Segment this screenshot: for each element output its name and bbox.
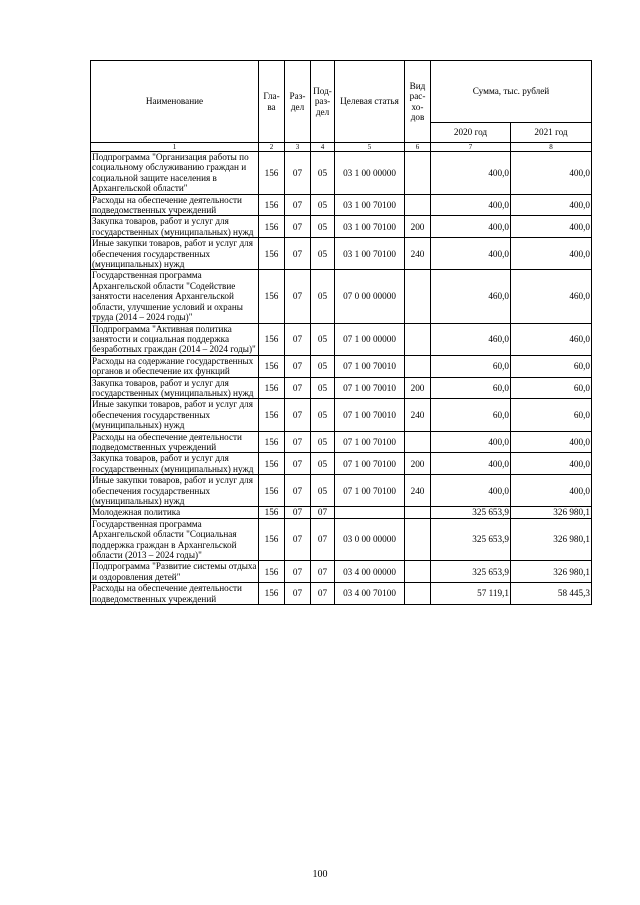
cell-target: 07 1 00 00000 xyxy=(335,323,405,355)
table-row xyxy=(91,270,592,323)
cell-glava: 156 xyxy=(259,475,285,507)
cell-2021: 400,0 xyxy=(511,194,592,216)
cell-glava: 156 xyxy=(259,323,285,355)
table-row xyxy=(91,355,592,377)
cell-name: Подпрограмма "Развитие системы отдыха и оздоровления детей" xyxy=(91,561,259,583)
table-row xyxy=(91,238,592,270)
cell-2021: 400,0 xyxy=(511,216,592,238)
table-row xyxy=(91,431,592,453)
cell-2021: 60,0 xyxy=(511,377,592,399)
cell-podrazdel: 05 xyxy=(311,399,335,431)
cell-name: Закупка товаров, работ и услуг для государственных (муниципальных) нужд xyxy=(91,453,259,475)
col-number: 2 xyxy=(259,143,285,152)
cell-2021: 400,0 xyxy=(511,475,592,507)
table-row xyxy=(91,194,592,216)
cell-razdel: 07 xyxy=(285,355,311,377)
cell-name: Закупка товаров, работ и услуг для государственных (муниципальных) нужд xyxy=(91,377,259,399)
cell-podrazdel: 05 xyxy=(311,194,335,216)
cell-2021: 400,0 xyxy=(511,453,592,475)
cell-vid xyxy=(405,507,431,518)
cell-target: 03 1 00 70100 xyxy=(335,238,405,270)
cell-target: 07 1 00 70100 xyxy=(335,475,405,507)
cell-podrazdel: 05 xyxy=(311,377,335,399)
cell-2020: 325 653,9 xyxy=(431,507,511,518)
cell-vid xyxy=(405,323,431,355)
cell-razdel: 07 xyxy=(285,583,311,605)
cell-vid: 240 xyxy=(405,399,431,431)
cell-name: Расходы на обеспечение деятельности подведомственных учреждений xyxy=(91,194,259,216)
cell-podrazdel: 05 xyxy=(311,238,335,270)
cell-glava: 156 xyxy=(259,431,285,453)
cell-vid: 200 xyxy=(405,377,431,399)
cell-podrazdel: 05 xyxy=(311,453,335,475)
cell-2021: 60,0 xyxy=(511,355,592,377)
cell-2021: 326 980,1 xyxy=(511,561,592,583)
header-vid: Вид рас-хо-дов xyxy=(405,61,431,143)
cell-glava: 156 xyxy=(259,518,285,561)
cell-podrazdel: 05 xyxy=(311,152,335,195)
cell-razdel: 07 xyxy=(285,216,311,238)
cell-name: Подпрограмма "Организация работы по социальному обслуживанию граждан и социальной защите населения в Архангельской области" xyxy=(91,152,259,195)
col-number: 5 xyxy=(335,143,405,152)
cell-2020: 400,0 xyxy=(431,453,511,475)
cell-2020: 57 119,1 xyxy=(431,583,511,605)
col-number: 8 xyxy=(511,143,592,152)
cell-glava: 156 xyxy=(259,583,285,605)
cell-glava: 156 xyxy=(259,238,285,270)
cell-name: Подпрограмма "Активная политика занятости и социальная поддержка безработных граждан (2014 – 2024 годы)" xyxy=(91,323,259,355)
cell-vid xyxy=(405,561,431,583)
cell-2021: 326 980,1 xyxy=(511,507,592,518)
cell-razdel: 07 xyxy=(285,323,311,355)
cell-target: 03 4 00 00000 xyxy=(335,561,405,583)
table-row xyxy=(91,377,592,399)
cell-razdel: 07 xyxy=(285,431,311,453)
table-body xyxy=(91,152,592,605)
cell-name: Иные закупки товаров, работ и услуг для обеспечения государственных (муниципальных) нужд xyxy=(91,475,259,507)
cell-razdel: 07 xyxy=(285,377,311,399)
cell-name: Закупка товаров, работ и услуг для государственных (муниципальных) нужд xyxy=(91,216,259,238)
col-number: 6 xyxy=(405,143,431,152)
budget-table xyxy=(90,60,592,605)
table-row xyxy=(91,323,592,355)
cell-2020: 325 653,9 xyxy=(431,518,511,561)
cell-glava: 156 xyxy=(259,561,285,583)
table-row xyxy=(91,518,592,561)
cell-name: Иные закупки товаров, работ и услуг для обеспечения государственных (муниципальных) нужд xyxy=(91,399,259,431)
header-name: Наименование xyxy=(91,61,259,143)
cell-2021: 60,0 xyxy=(511,399,592,431)
cell-name: Расходы на обеспечение деятельности подведомственных учреждений xyxy=(91,431,259,453)
cell-razdel: 07 xyxy=(285,399,311,431)
cell-vid xyxy=(405,431,431,453)
table-row xyxy=(91,399,592,431)
cell-target xyxy=(335,507,405,518)
cell-podrazdel: 07 xyxy=(311,518,335,561)
header-podrazdel: Под-раз-дел xyxy=(311,61,335,143)
cell-razdel: 07 xyxy=(285,475,311,507)
cell-podrazdel: 07 xyxy=(311,507,335,518)
cell-razdel: 07 xyxy=(285,238,311,270)
cell-target: 07 0 00 00000 xyxy=(335,270,405,323)
cell-razdel: 07 xyxy=(285,561,311,583)
cell-2021: 400,0 xyxy=(511,152,592,195)
cell-glava: 156 xyxy=(259,399,285,431)
cell-glava: 156 xyxy=(259,507,285,518)
cell-razdel: 07 xyxy=(285,453,311,475)
header-sum: Сумма, тыс. рублей xyxy=(431,61,592,123)
table-row xyxy=(91,507,592,518)
cell-podrazdel: 07 xyxy=(311,583,335,605)
cell-target: 03 0 00 00000 xyxy=(335,518,405,561)
header-year-2021: 2021 год xyxy=(511,123,592,143)
cell-vid xyxy=(405,270,431,323)
cell-target: 03 1 00 00000 xyxy=(335,152,405,195)
col-number: 1 xyxy=(91,143,259,152)
cell-vid xyxy=(405,518,431,561)
cell-target: 07 1 00 70010 xyxy=(335,399,405,431)
cell-vid xyxy=(405,355,431,377)
cell-target: 03 4 00 70100 xyxy=(335,583,405,605)
cell-2020: 460,0 xyxy=(431,323,511,355)
cell-name: Иные закупки товаров, работ и услуг для обеспечения государственных (муниципальных) нужд xyxy=(91,238,259,270)
cell-razdel: 07 xyxy=(285,194,311,216)
cell-podrazdel: 05 xyxy=(311,475,335,507)
page-number: 100 xyxy=(312,869,328,880)
cell-2020: 460,0 xyxy=(431,270,511,323)
cell-2020: 400,0 xyxy=(431,152,511,195)
table-row xyxy=(91,453,592,475)
cell-target: 07 1 00 70100 xyxy=(335,453,405,475)
table-row xyxy=(91,583,592,605)
cell-2020: 60,0 xyxy=(431,377,511,399)
cell-vid: 200 xyxy=(405,453,431,475)
cell-2021: 400,0 xyxy=(511,238,592,270)
cell-glava: 156 xyxy=(259,216,285,238)
cell-vid: 200 xyxy=(405,216,431,238)
table-row xyxy=(91,475,592,507)
cell-vid xyxy=(405,194,431,216)
cell-2020: 60,0 xyxy=(431,399,511,431)
cell-2020: 400,0 xyxy=(431,238,511,270)
header-glava: Гла-ва xyxy=(259,61,285,143)
cell-name: Расходы на обеспечение деятельности подведомственных учреждений xyxy=(91,583,259,605)
header-razdel: Раз-дел xyxy=(285,61,311,143)
cell-vid: 240 xyxy=(405,475,431,507)
header-year-2020: 2020 год xyxy=(431,123,511,143)
cell-glava: 156 xyxy=(259,152,285,195)
cell-name: Расходы на содержание государственных органов и обеспечение их функций xyxy=(91,355,259,377)
cell-2020: 60,0 xyxy=(431,355,511,377)
cell-target: 07 1 00 70100 xyxy=(335,431,405,453)
cell-vid: 240 xyxy=(405,238,431,270)
cell-podrazdel: 05 xyxy=(311,431,335,453)
cell-podrazdel: 05 xyxy=(311,323,335,355)
col-number: 4 xyxy=(311,143,335,152)
cell-2021: 460,0 xyxy=(511,270,592,323)
cell-2020: 325 653,9 xyxy=(431,561,511,583)
cell-glava: 156 xyxy=(259,377,285,399)
cell-2020: 400,0 xyxy=(431,431,511,453)
cell-target: 07 1 00 70010 xyxy=(335,377,405,399)
cell-razdel: 07 xyxy=(285,270,311,323)
cell-2021: 58 445,3 xyxy=(511,583,592,605)
col-number: 3 xyxy=(285,143,311,152)
cell-name: Государственная программа Архангельской области "Социальная поддержка граждан в Архангельской области (2013 – 2024 годы)" xyxy=(91,518,259,561)
col-number: 7 xyxy=(431,143,511,152)
cell-glava: 156 xyxy=(259,453,285,475)
cell-podrazdel: 05 xyxy=(311,216,335,238)
cell-target: 03 1 00 70100 xyxy=(335,194,405,216)
cell-2020: 400,0 xyxy=(431,216,511,238)
cell-name: Молодежная политика xyxy=(91,507,259,518)
cell-glava: 156 xyxy=(259,270,285,323)
cell-razdel: 07 xyxy=(285,152,311,195)
cell-2021: 460,0 xyxy=(511,323,592,355)
cell-glava: 156 xyxy=(259,194,285,216)
cell-2020: 400,0 xyxy=(431,194,511,216)
cell-razdel: 07 xyxy=(285,518,311,561)
table-row xyxy=(91,561,592,583)
cell-glava: 156 xyxy=(259,355,285,377)
cell-2021: 326 980,1 xyxy=(511,518,592,561)
cell-2021: 400,0 xyxy=(511,431,592,453)
header-target: Целевая статья xyxy=(335,61,405,143)
cell-podrazdel: 05 xyxy=(311,355,335,377)
cell-target: 03 1 00 70100 xyxy=(335,216,405,238)
cell-razdel: 07 xyxy=(285,507,311,518)
cell-vid xyxy=(405,152,431,195)
cell-name: Государственная программа Архангельской области "Содействие занятости населения Архангельской области, улучшение условий и охраны труда (2014 – 2024 годы)" xyxy=(91,270,259,323)
table-row xyxy=(91,216,592,238)
table-row xyxy=(91,152,592,195)
cell-podrazdel: 05 xyxy=(311,270,335,323)
cell-podrazdel: 07 xyxy=(311,561,335,583)
cell-target: 07 1 00 70010 xyxy=(335,355,405,377)
cell-2020: 400,0 xyxy=(431,475,511,507)
cell-vid xyxy=(405,583,431,605)
